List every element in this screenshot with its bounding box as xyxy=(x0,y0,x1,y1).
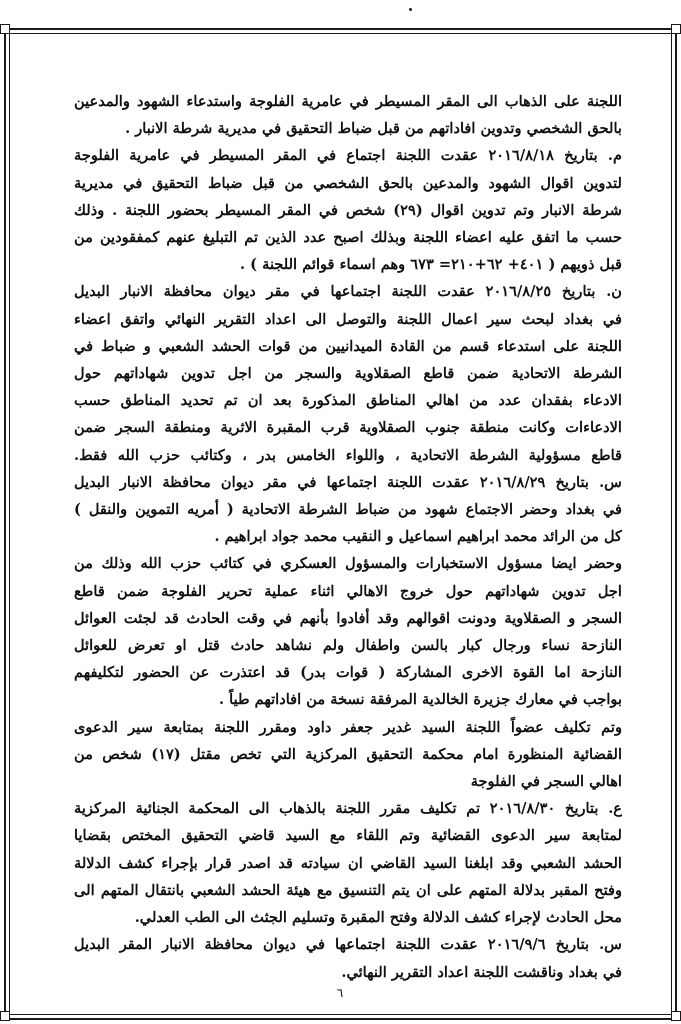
border-corner-top-right xyxy=(671,24,681,34)
text-line: النازحة نساء ورجال كبار بالسن واطفال ولم نشاهد حادث قتل او تعرض للعوائل xyxy=(74,637,622,655)
text-line: س. بتاريخ ٢٠١٦/٩/٦ عقدت اللجنة اجتماعها في ديوان محافظة الانبار المقر البديل xyxy=(74,936,622,954)
text-line: الحشد الشعبي وقد ابلغنا السيد القاضي ان سيادته قد اصدر قرار بإجراء كشف الدلالة xyxy=(74,854,622,872)
border-corner-bottom-left xyxy=(0,1011,10,1021)
text-line: قبل ذويهم ( ٤٠١+ ٦٢+٢١٠= ٦٧٣ وهم اسماء قوائم اللجنة ) . xyxy=(239,256,622,274)
text-line: في بغداد لبحث سير اعمال اللجنة والتوصل الى اعداد التقرير النهائي واتفق اعضاء xyxy=(74,310,622,328)
text-line: محل الحادث لإجراء كشف الدلالة وفتح المقبرة وتسليم الجثث الى الطب العدلي. xyxy=(134,909,622,927)
text-line: شرطة الانبار وتم تدوين اقوال (٢٩) شخص في المقر المسيطر بحضور اللجنة . وذلك xyxy=(74,201,622,219)
text-line: في بغداد وناقشت اللجنة اعداد التقرير النهائي. xyxy=(341,963,622,981)
text-line: ن. بتاريخ ٢٠١٦/٨/٢٥ عقدت اللجنة اجتماعها في مقر ديوان محافظة الانبار البديل xyxy=(74,283,622,301)
text-line: في بغداد وحضر الاجتماع شهود من ضباط الشرطة الاتحادية ( أمريه التموين والنقل ) xyxy=(74,501,622,519)
text-line: كل من الرائد محمد ابراهيم اسماعيل و النقيب محمد جواد ابراهيم . xyxy=(214,528,622,546)
document-body xyxy=(74,88,622,986)
page-mark-dot xyxy=(409,8,412,11)
text-line: اجل تدوين شهاداتهم حول خروج الاهالي اثناء عملية تحرير الفلوجة ضمن قاطع xyxy=(74,582,622,600)
text-line: حسب ما اتفق عليه اعضاء اللجنة وبذلك اصبح عدد الذين تم التبليغ عنهم كمفقودين من xyxy=(74,229,622,247)
text-line: الشرطة الاتحادية ضمن قاطع الصقلاوية والسجر من اجل تدوين شهاداتهم حول xyxy=(74,365,622,383)
text-line: النازحة اما القوة الاخرى المشاركة ( قوات بدر) قد اعتذرت عن الحضور لتكليفهم xyxy=(74,664,622,682)
text-line: اهالي السجر في الفلوجة xyxy=(470,773,622,791)
text-line: وتم تكليف عضواً اللجنة السيد غدير جعفر داود ومقرر اللجنة بمتابعة سير الدعوى xyxy=(74,718,622,736)
text-line: م. بتاريخ ٢٠١٦/٨/١٨ عقدت اللجنة اجتماع في المقر المسيطر في عامرية الفلوجة xyxy=(74,147,622,165)
text-line: لمتابعة سير الدعوى القضائية وتم اللقاء مع السيد قاضي التحقيق المختص بقضايا xyxy=(74,827,622,845)
text-line: اللجنة على الذهاب الى المقر المسيطر في عامرية الفلوجة واستدعاء الشهود والمدعين xyxy=(74,93,622,110)
text-line: الادعاء بفقدان عدد من اهالي المناطق المذكورة بعد ان تم تحديد المناطق حسب xyxy=(74,392,622,410)
text-line: بواجب في معارك جزيرة الخالدية المرفقة نسخة من افاداتهم طياً . xyxy=(218,691,622,709)
text-line: وفتح المقبر بدلالة المتهم على ان يتم التنسيق مع هيئة الحشد الشعبي بانتقال المتهم الى xyxy=(74,881,622,899)
text-line: وحضر ايضا مسؤول الاستخبارات والمسؤول العسكري في كتائب حزب الله وذلك من xyxy=(74,555,622,573)
border-corner-bottom-right xyxy=(671,1011,681,1021)
text-line: القضائية المنظورة امام محكمة التحقيق المركزية التي تخص مقتل (١٧) شخص من xyxy=(74,745,622,763)
text-line: بالحق الشخصي وتدوين افاداتهم من قبل ضباط التحقيق في مديرية شرطة الانبار . xyxy=(125,120,622,138)
page-number: ٦ xyxy=(336,986,344,1000)
text-line: الادعاءات وكانت منطقة جنوب الصقلاوية قرب المقبرة الاثرية ومنطقة السجر ضمن xyxy=(74,419,622,437)
text-line: ع. بتاريخ ٢٠١٦/٨/٣٠ تم تكليف مقرر اللجنة بالذهاب الى المحكمة الجنائية المركزية xyxy=(74,800,622,818)
text-line: اللجنة على استدعاء قسم من القادة الميدانيين من قوات الحشد الشعبي و ضباط في xyxy=(74,337,622,355)
text-line: قاطع مسؤولية الشرطة الاتحادية ، واللواء الخامس بدر ، وكتائب حزب الله فقط. xyxy=(74,446,622,464)
border-corner-top-left xyxy=(0,24,10,34)
text-line: س. بتاريخ ٢٠١٦/٨/٢٩ عقدت اللجنة اجتماعها في مقر ديوان محافظة الانبار البديل xyxy=(74,473,622,491)
text-line: السجر و الصقلاوية ودونت اقوالهم وقد أفادوا بأنهم في وقت الحادث قد لجئت العوائل xyxy=(74,609,622,627)
text-line: لتدوين اقوال الشهود والمدعين بالحق الشخصي من قبل ضباط التحقيق في مديرية xyxy=(74,174,622,192)
